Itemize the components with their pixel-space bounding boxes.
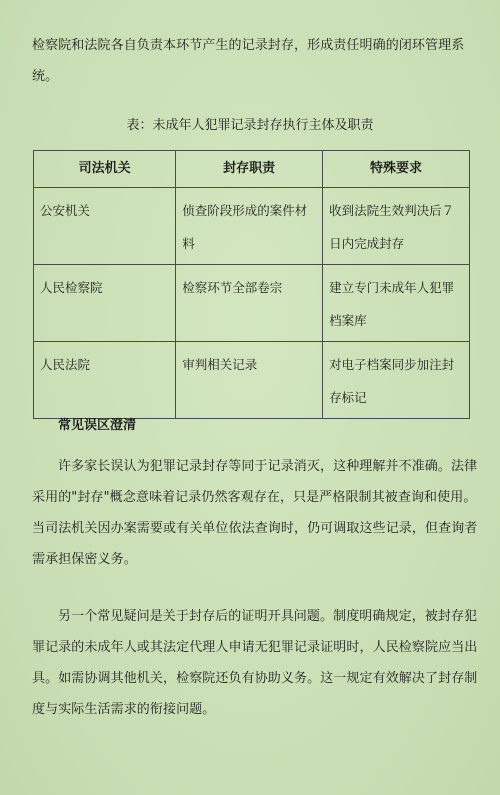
cell-line: 日内完成封存 <box>329 236 405 251</box>
cell-line: 档案库 <box>329 313 367 328</box>
table-row <box>34 265 470 342</box>
text-line: 需承担保密义务。 <box>32 552 137 567</box>
duty-cell <box>176 342 323 419</box>
section-heading: 常见误区澄清 <box>58 418 137 433</box>
column-header-organ: 司法机关 <box>34 151 176 188</box>
duty-cell <box>176 188 323 265</box>
organ-cell <box>34 265 176 342</box>
table-row <box>34 342 470 419</box>
cell-line: 存标记 <box>329 390 367 405</box>
column-header-duty: 封存职责 <box>176 151 323 188</box>
intro-paragraph <box>32 30 472 92</box>
organ-cell <box>34 342 176 419</box>
text-line: 另一个常见疑问是关于封存后的证明开具问题。制度明确规定，被封存犯 <box>58 609 478 624</box>
requirement-cell <box>323 188 470 265</box>
cell-line: 料 <box>182 236 195 251</box>
text-line: 检察院和法院各自负责本环节产生的记录封存，形成责任明确的闭环管理系 <box>32 38 465 53</box>
text-line: 当司法机关因办案需要或有关单位依法查询时，仍可调取这些记录，但查询者 <box>32 521 478 536</box>
text-line: 许多家长误认为犯罪记录封存等同于记录消灭，这种理解并不准确。法律 <box>58 459 478 474</box>
text-line: 统。 <box>32 69 59 84</box>
requirement-cell <box>323 265 470 342</box>
cell-line: 审判相关记录 <box>182 357 258 372</box>
cell-line: 建立专门未成年人犯罪 <box>329 280 455 295</box>
cell-line: 收到法院生效判决后７ <box>329 203 455 218</box>
column-header-requirement: 特殊要求 <box>323 151 470 188</box>
cell-line: 人民检察院 <box>40 280 103 295</box>
responsibility-table <box>33 150 470 419</box>
organ-cell <box>34 188 176 265</box>
text-line: 采用的"封存"概念意味着记录仍然客观存在，只是严格限制其被查询和使用。 <box>32 490 477 505</box>
text-line: 具。如需协调其他机关，检察院还负有协助义务。这一规定有效解决了封存制 <box>32 671 478 686</box>
text-line: 度与实际生活需求的衔接问题。 <box>32 702 216 717</box>
cell-line: 人民法院 <box>40 357 91 372</box>
table-header-row <box>34 151 470 188</box>
table-row <box>34 188 470 265</box>
body-paragraph <box>32 451 478 575</box>
table-caption: 表：未成年人犯罪记录封存执行主体及职责 <box>126 118 374 133</box>
duty-cell <box>176 265 323 342</box>
cell-line: 侦查阶段形成的案件材 <box>182 203 308 218</box>
cell-line: 公安机关 <box>40 203 91 218</box>
requirement-cell <box>323 342 470 419</box>
text-line: 罪记录的未成年人或其法定代理人申请无犯罪记录证明时，人民检察院应当出 <box>32 640 478 655</box>
body-paragraph <box>32 601 478 725</box>
cell-line: 对电子档案同步加注封 <box>329 357 455 372</box>
cell-line: 检察环节全部卷宗 <box>182 280 283 295</box>
